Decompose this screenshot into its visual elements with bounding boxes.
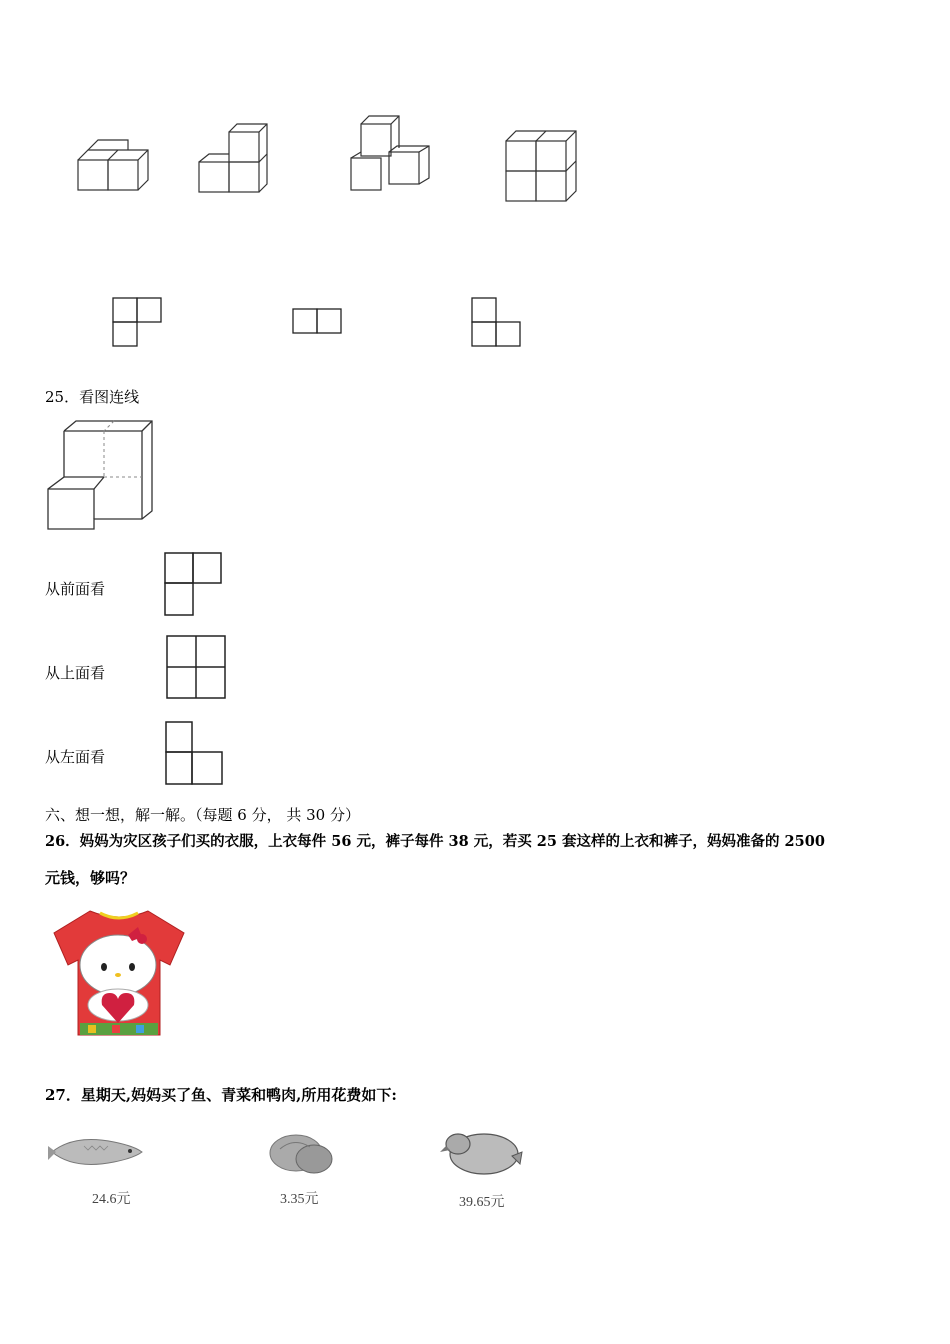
front-view-label: 从前面看 [45,580,106,598]
left-view-icon[interactable] [164,720,226,786]
top-view-label: 从上面看 [45,664,106,682]
cube-figure-2-icon [197,122,272,197]
question-26-line-2: 元钱，够吗？ [45,869,136,887]
view-shape-3-icon [471,297,523,349]
cabbage-icon [266,1127,336,1177]
fish-icon [44,1132,154,1172]
section-6-heading: 六、想一想，解一解。（每题 6 分， 共 30 分） [45,806,360,824]
question-25-title: 25．看图连线 [45,388,140,406]
cube-figure-1-icon [76,138,151,193]
cube-figure-3-icon [349,114,434,199]
view-shape-1-icon [112,297,164,349]
top-view-icon[interactable] [165,634,229,702]
duck-icon [440,1126,524,1178]
cube-figure-4-icon [504,129,579,204]
view-shape-2-icon [292,308,344,336]
fish-price: 24.6元 [92,1192,131,1207]
duck-price: 39.65元 [459,1195,505,1210]
hello-kitty-tshirt-icon [52,905,186,1040]
left-view-label: 从左面看 [45,748,106,766]
question-26-line-1: 26．妈妈为灾区孩子们买的衣服，上衣每件 56 元，裤子每件 38 元，若买 25 套这样的上衣和裤子，妈妈准备的 2500 [45,833,825,850]
cabbage-price: 3.35元 [280,1192,319,1207]
solid-figure-icon [46,419,158,534]
front-view-icon[interactable] [164,551,226,617]
question-27-title: 27．星期天,妈妈买了鱼、青菜和鸭肉,所用花费如下: [45,1086,397,1104]
